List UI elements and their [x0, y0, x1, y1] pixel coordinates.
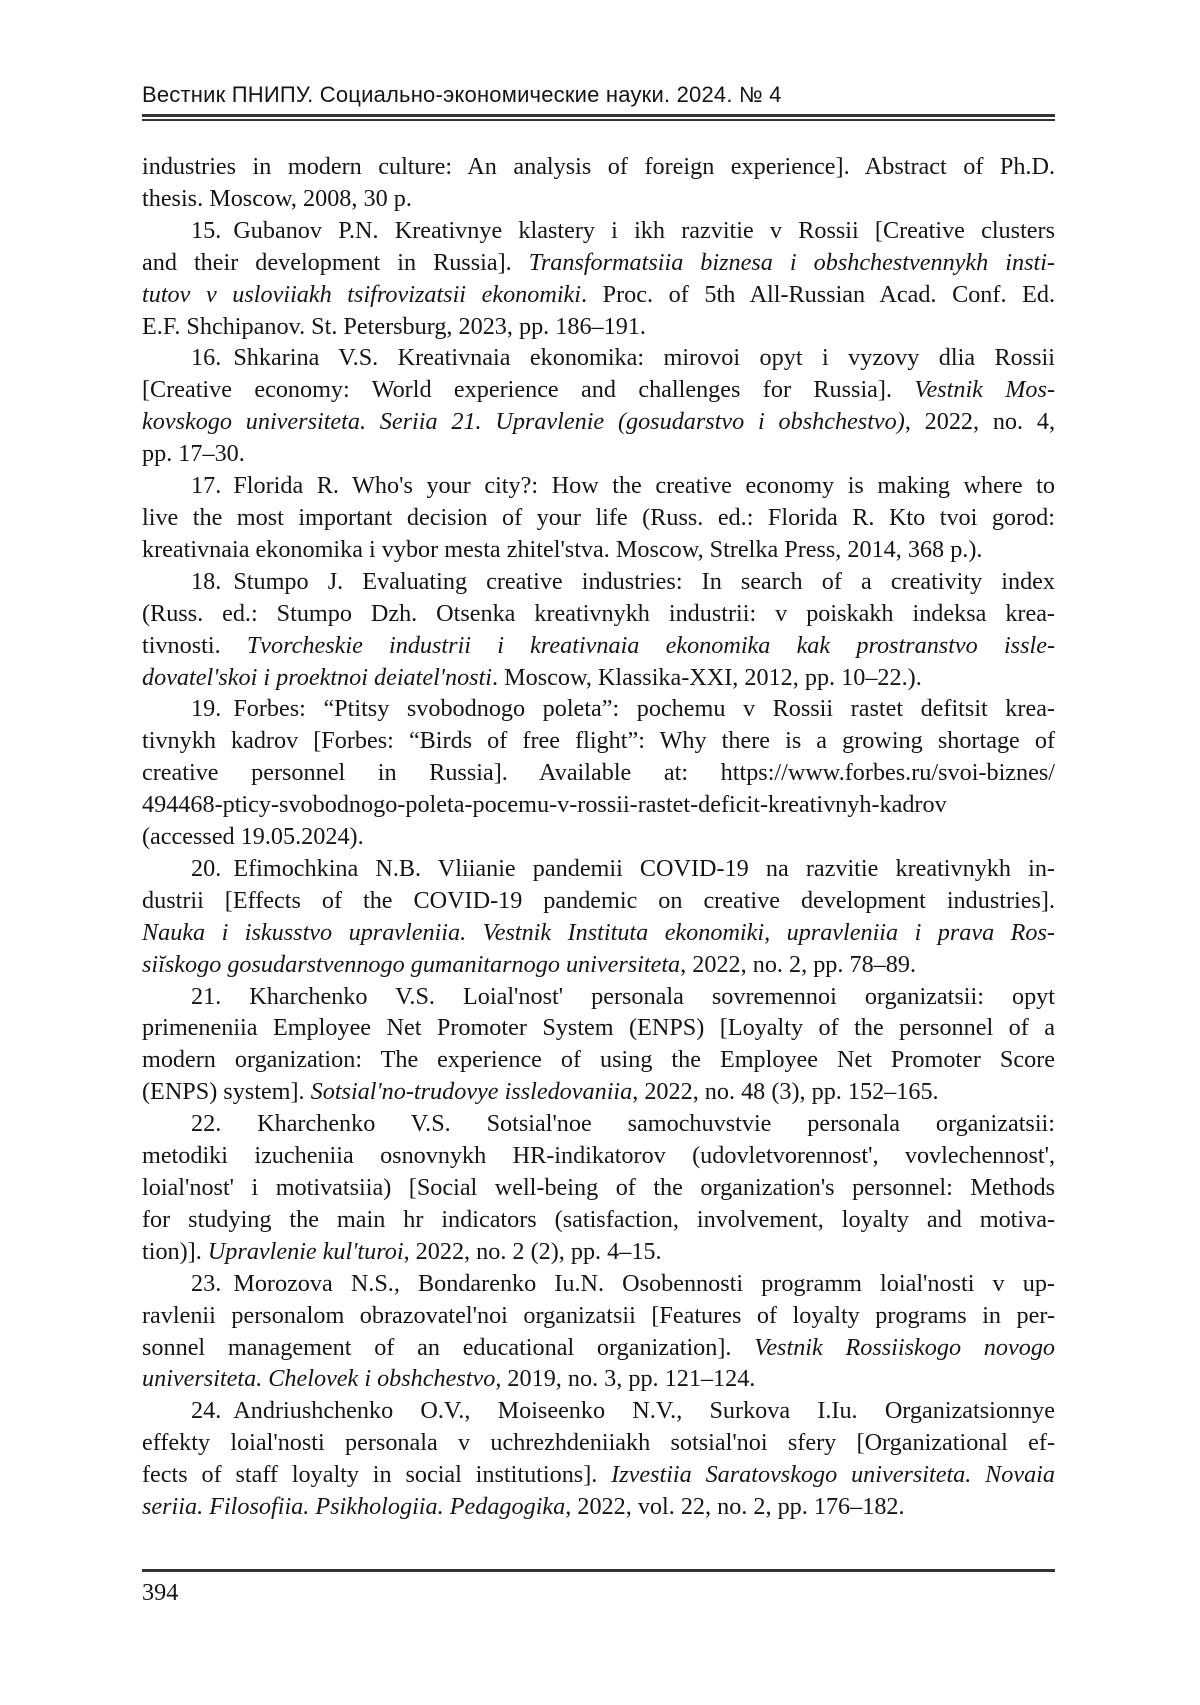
- text-segment: , 2022, vol. 22, no. 2, pp. 176–182.: [565, 1493, 905, 1521]
- text-segment: (Russ. ed.: Stumpo Dzh. Otsenka kreativnykh industrii: v poiskakh indeksa krea-: [142, 599, 1055, 627]
- reference-line: [142, 1236, 1055, 1268]
- reference-line: [142, 1427, 1055, 1459]
- text-segment: 23. Morozova N.S., Bondarenko Iu.N. Osobennosti programm loial'nosti v up-: [191, 1269, 1055, 1297]
- text-segment: tion)].: [142, 1237, 208, 1265]
- reference-line: [142, 438, 1055, 470]
- reference-line: [142, 1491, 1055, 1523]
- reference-line: [142, 502, 1055, 534]
- reference-line: [142, 470, 1055, 502]
- text-segment: , 2022, no. 4,: [904, 408, 1055, 436]
- reference-line: [142, 311, 1055, 343]
- text-segment: (accessed 19.05.2024).: [142, 823, 364, 851]
- reference-line: [142, 725, 1055, 757]
- reference-line: [142, 1172, 1055, 1204]
- text-segment: E.F. Shchipanov. St. Petersburg, 2023, pp. 186–191.: [142, 312, 646, 340]
- text-segment-italic: Vestnik Rossiiskogo novogo: [754, 1333, 1056, 1361]
- text-segment-italic: Vestnik Mos-: [914, 376, 1055, 404]
- text-segment: (ENPS) system].: [142, 1078, 311, 1106]
- text-segment: , 2022, no. 48 (3), pp. 152–165.: [632, 1078, 939, 1106]
- text-segment: . Proc. of 5th All-Russian Acad. Conf. Ed.: [581, 280, 1056, 308]
- reference-line: [142, 789, 1055, 821]
- text-segment: dustrii [Effects of the COVID-19 pandemic on creative development industries].: [142, 886, 1055, 914]
- text-segment: 20. Efimochkina N.B. Vliianie pandemii COVID-19 na razvitie kreativnykh in-: [191, 854, 1055, 882]
- text-segment: 18. Stumpo J. Evaluating creative industries: In search of a creativity index: [191, 567, 1055, 595]
- text-segment: 19. Forbes: “Ptitsy svobodnogo poleta”: pochemu v Rossii rastet defitsit krea-: [191, 695, 1055, 723]
- running-head: [142, 82, 1055, 121]
- reference-line: [142, 1300, 1055, 1332]
- text-segment: tivnosti.: [142, 631, 247, 659]
- text-segment: sonnel management of an educational organization].: [142, 1333, 755, 1361]
- reference-line: [142, 1459, 1055, 1491]
- text-segment: creative personnel in Russia]. Available at: https://www.forbes.ru/svoi-biznes/: [142, 759, 1055, 787]
- reference-line: [142, 917, 1055, 949]
- text-segment-italic: dovatel'skoi i proektnoi deiatel'nosti: [142, 663, 493, 691]
- text-segment-italic: Upravlenie kul'turoi: [207, 1237, 404, 1265]
- reference-line: [142, 151, 1055, 183]
- reference-line: [142, 183, 1055, 215]
- text-segment: 17. Florida R. Who's your city?: How the creative economy is making where to: [191, 472, 1055, 500]
- reference-line: [142, 1204, 1055, 1236]
- reference-line: [142, 1012, 1055, 1044]
- text-segment: tivnykh kadrov [Forbes: “Birds of free flight”: Why there is a growing shortage of: [142, 727, 1055, 755]
- text-segment-italic: tutov v usloviiakh tsifrovizatsii ekonomiki: [142, 280, 582, 308]
- text-segment: , 2022, no. 2, pp. 78–89.: [680, 950, 916, 978]
- text-segment: . Moscow, Klassika-XXI, 2012, pp. 10–22.).: [492, 663, 922, 691]
- reference-line: [142, 662, 1055, 694]
- reference-line: [142, 566, 1055, 598]
- text-segment: industries in modern culture: An analysis of foreign experience]. Abstract of Ph.D.: [142, 153, 1055, 180]
- reference-line: [142, 1332, 1055, 1364]
- text-segment: effekty loial'nosti personala v uchrezhdeniiakh sotsial'noi sfery [Organizational ef-: [142, 1429, 1055, 1457]
- text-segment: 16. Shkarina V.S. Kreativnaia ekonomika: mirovoi opyt i vyzovy dlia Rossii: [191, 344, 1055, 372]
- reference-line: [142, 981, 1055, 1013]
- references-list: [142, 151, 1055, 1523]
- text-segment: kreativnaia ekonomika i vybor mesta zhitel'stva. Moscow, Strelka Press, 2014, 368 p.).: [142, 535, 983, 563]
- reference-line: [142, 215, 1055, 247]
- text-segment: 24. Andriushchenko O.V., Moiseenko N.V., Surkova I.Iu. Organizatsionnye: [191, 1397, 1055, 1425]
- text-segment: thesis. Moscow, 2008, 30 p.: [142, 184, 412, 212]
- reference-line: [142, 1108, 1055, 1140]
- reference-line: [142, 279, 1055, 311]
- journal-header-text: Вестник ПНИПУ. Социально-экономические науки. 2024. № 4: [142, 82, 782, 107]
- header-double-rule: [142, 114, 1055, 121]
- text-segment-italic: kovskogo universiteta. Seriia 21. Upravlenie (gosudarstvo i obshchestvo): [142, 408, 905, 436]
- text-segment: modern organization: The experience of using the Employee Net Promoter Score: [142, 1046, 1055, 1074]
- reference-line: [142, 1363, 1055, 1395]
- reference-line: [142, 1395, 1055, 1427]
- text-segment: live the most important decision of your life (Russ. ed.: Florida R. Kto tvoi gorod:: [142, 503, 1055, 531]
- reference-line: [142, 630, 1055, 662]
- text-segment: metodiki izucheniia osnovnykh HR-indikatorov (udovletvorennost', vovlechennost',: [142, 1142, 1055, 1170]
- reference-line: [142, 949, 1055, 981]
- text-segment: loial'nost' i motivatsiia) [Social well-being of the organization's personnel: Methods: [142, 1174, 1055, 1201]
- reference-line: [142, 1044, 1055, 1076]
- reference-line: [142, 1076, 1055, 1108]
- text-segment: 494468-pticy-svobodnogo-poleta-pocemu-v-rossii-rastet-deficit-kreativnyh-kadrov: [142, 791, 947, 819]
- text-segment: fects of staff loyalty in social institutions].: [142, 1461, 612, 1489]
- reference-line: [142, 406, 1055, 438]
- text-segment: primeneniia Employee Net Promoter System (ENPS) [Loyalty of the personnel of a: [142, 1014, 1055, 1042]
- reference-line: [142, 821, 1055, 853]
- text-segment-italic: siĭskogo gosudarstvennogo gumanitarnogo universiteta: [142, 950, 681, 978]
- text-segment: 22. Kharchenko V.S. Sotsial'noe samochuvstvie personala organizatsii:: [191, 1110, 1055, 1138]
- text-segment: pp. 17–30.: [142, 440, 245, 468]
- reference-line: [142, 598, 1055, 630]
- text-segment-italic: universiteta. Chelovek i obshchestvo: [142, 1365, 496, 1393]
- reference-line: [142, 885, 1055, 917]
- text-segment: 21. Kharchenko V.S. Loial'nost' personala sovremennoi organizatsii: opyt: [191, 982, 1055, 1010]
- text-segment-italic: Transformatsiia biznesa i obshchestvennykh insti-: [528, 248, 1055, 276]
- text-segment-italic: Tvorcheskie industrii i kreativnaia ekonomika kak prostranstvo issle-: [246, 631, 1056, 659]
- reference-line: [142, 374, 1055, 406]
- text-segment: [Creative economy: World experience and challenges for Russia].: [142, 376, 915, 404]
- reference-line: [142, 693, 1055, 725]
- text-segment: , 2019, no. 3, pp. 121–124.: [495, 1365, 756, 1393]
- text-segment: and their development in Russia].: [142, 248, 529, 276]
- footer-rule: [142, 1569, 1055, 1572]
- reference-line: [142, 342, 1055, 374]
- reference-line: [142, 247, 1055, 279]
- reference-line: [142, 1268, 1055, 1300]
- text-segment: , 2022, no. 2 (2), pp. 4–15.: [403, 1237, 662, 1265]
- text-segment-italic: Izvestiia Saratovskogo universiteta. Novaia: [611, 1461, 1055, 1489]
- page-number: 394: [142, 1579, 179, 1606]
- text-segment: ravlenii personalom obrazovatel'noi organizatsii [Features of loyalty programs in per-: [142, 1301, 1055, 1329]
- text-segment-italic: seriia. Filosofiia. Psikhologiia. Pedagogika: [142, 1493, 566, 1521]
- text-segment-italic: Sotsial'no-trudovye issledovaniia: [310, 1078, 633, 1106]
- text-segment: 15. Gubanov P.N. Kreativnye klastery i ikh razvitie v Rossii [Creative clusters: [191, 216, 1055, 244]
- reference-line: [142, 1140, 1055, 1172]
- reference-line: [142, 534, 1055, 566]
- reference-line: [142, 853, 1055, 885]
- text-segment: for studying the main hr indicators (satisfaction, involvement, loyalty and motiva-: [142, 1205, 1055, 1233]
- reference-line: [142, 757, 1055, 789]
- text-segment-italic: Nauka i iskusstvo upravleniia. Vestnik Instituta ekonomiki, upravleniia i prava Ros-: [142, 918, 1055, 946]
